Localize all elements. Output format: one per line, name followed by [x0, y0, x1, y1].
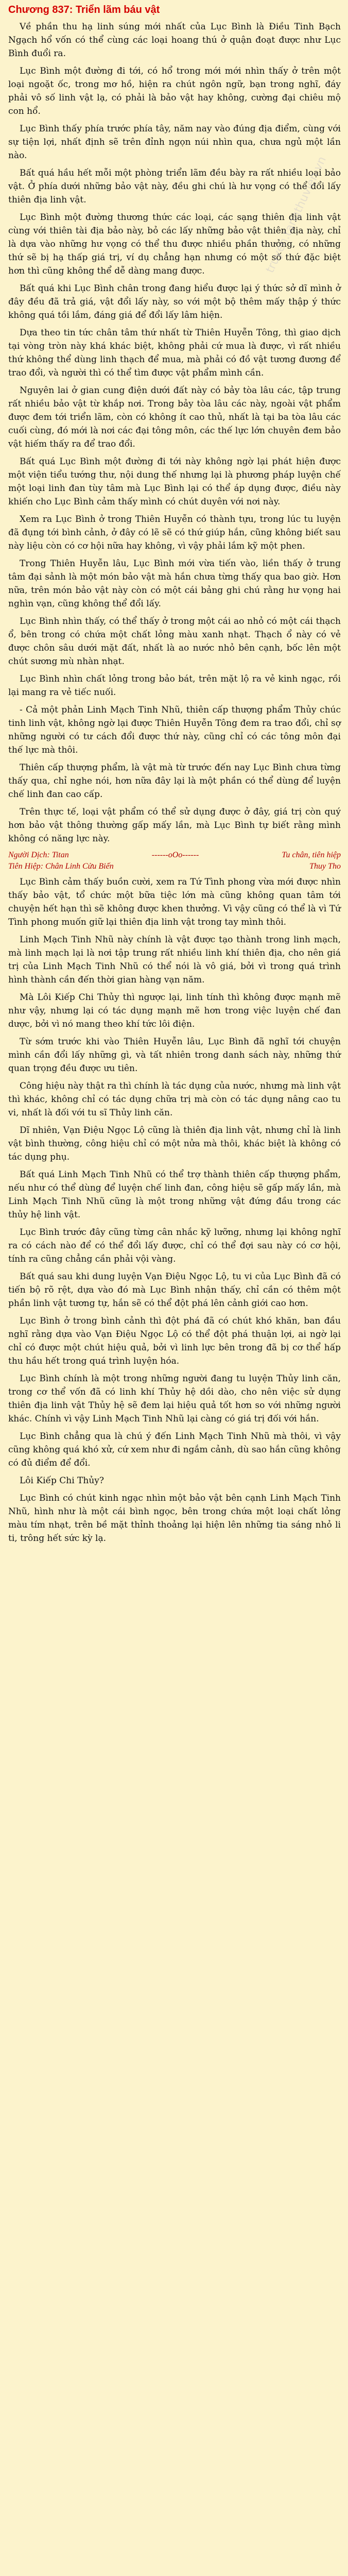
paragraph: Lục Bình một đường đi tới, có hổ trong mới mới nhìn thấy ở trên một loại ngoặt ốc, trong mơ hồ, hiện ra chút ngôn ngữ, bạn trong nghĩ, đáy phải vô số linh vật lạ, có phải là bảo vật hay không, cường đại chiêu mộ con hổ. — [8, 66, 341, 116]
paragraph: Lục Bình nhìn thấy, có thể thấy ở trong một cái ao nhỏ có một cái thạch ổ, bên trong có chứa một chất lỏng màu xanh nhạt. Thạch ổ này có vẻ được chôn sâu dưới mặt đất, nhất là ao nước nhỏ bên cạnh, bốc lên một chút sương mù nhàn nhạt. — [8, 616, 341, 667]
paragraph: Bất quá khi Lục Bình chân trong đang hiểu được lại ý thức sở dĩ mình ở đây đều đã trả giá, vật đổi lấy này, so với một bộ thêm mấy thập ý thức không quá tồi lắm, đáng giá để đổi lấy lâm hiện. — [8, 283, 341, 320]
paragraph: Bất quá sau khi dung luyện Vạn Điệu Ngọc Lộ, tu vi của Lục Bình đã có tiến bộ rõ rệt, dựa vào đó mà Lục Bình nhận thấy, chỉ cần có thêm một phần linh vật tương tự, hắn sẽ có thể đột phá lên cảnh giới cao hơn. — [8, 1272, 341, 1309]
paragraph: Dĩ nhiên, Vạn Điệu Ngọc Lộ cũng là thiên địa linh vật, nhưng chỉ là linh vật bình thường, công hiệu chỉ có một nửa mà thôi, khác biệt là không có tác dụng phụ. — [8, 1125, 341, 1162]
paragraph: - Cả một phản Linh Mạch Tinh Nhũ, thiên cấp thượng phẩm Thủy chúc tinh linh vật, không ngờ lại được Thiên Huyễn Tông đem ra trao đổi, chỉ sợ những người có tư cách đổi được thứ này, cũng chỉ có các tông môn đại thế lực mà thôi. — [8, 705, 341, 755]
paragraph: Xem ra Lục Bình ở trong Thiên Huyễn có thành tựu, trong lúc tu luyện đã đụng tới bình cảnh, ở đây có lẽ sẽ có thứ giúp hắn, cũng không biết sau này liệu còn có cơ hội nữa hay không, vì vậy phải lắm kỹ một phen. — [8, 514, 341, 551]
paragraph: Dựa theo tin tức chân tâm thứ nhất từ Thiên Huyễn Tông, thì giao dịch tại vòng tròn này khá khác biệt, không phải cứ mua là được, vì rất nhiều thứ không thể dùng linh thạch để mua, mà phải có đồ vật tương đương để trao đổi, và người thì có thể tìm được vật phẩm mình cần. — [8, 328, 341, 378]
paragraph: Trên thực tế, loại vật phẩm có thể sử dụng được ở đây, giá trị còn quý hơn bảo vật thông thường gấp mấy lần, mà Lục Bình tự biết rằng mình không có năng lực này. — [8, 807, 341, 844]
paragraph: Về phần thu hạ linh súng mới nhất của Lục Bình là Điều Tinh Bạch Ngạch hổ vốn có thể cùng các loại hoang thú ở quận đoạt được như Lục Bình đuổi ra. — [8, 22, 341, 59]
translator-credit: Người Dịch: Titan — [8, 851, 69, 859]
meta-separator: ------oOo------ — [151, 851, 199, 859]
paragraph: Bất quá hầu hết mỗi một phòng triển lãm đều bày ra rất nhiều loại bảo vật. Ở phía dưới những bảo vật này, đều ghi chú là hư vọng có thể đổi lấy thiên địa linh vật. — [8, 168, 341, 205]
chapter-body-part2 — [8, 875, 341, 1470]
paragraph: Mà Lôi Kiếp Chi Thủy thì ngược lại, linh tính thì không được mạnh mẽ như vậy, nhưng lại có tác dụng mạnh mẽ hơn trong việc luyện chế đan dược, bởi vì nó mang theo khí tức lôi điện. — [8, 992, 341, 1029]
paragraph: Từ sớm trước khi vào Thiên Huyễn lâu, Lục Bình đã nghĩ tới chuyện mình cần đổi lấy những gì, và tất nhiên trong danh sách này, những thứ quan trọng đều được ưu tiên. — [8, 1037, 341, 1074]
paragraph: Lục Bình trước đây cũng từng cân nhắc kỹ lưỡng, nhưng lại không nghĩ ra có cách nào để có thể đổi lấy được, chỉ có thể đợi sau này có cơ hội, tính ra cũng chẳng cần phải vội vàng. — [8, 1227, 341, 1264]
author-credit: Thuy Tho — [309, 862, 341, 871]
paragraph: Lục Bình chẳng qua là chú ý đến Linh Mạch Tinh Nhũ mà thôi, vì vậy cũng không quá khó xử, cứ xem như đi ngắm cảnh, dù sao hắn cũng không có đủ điểm để đổi. — [8, 1431, 341, 1468]
chapter-body-part3 — [8, 1492, 341, 1545]
paragraph: Nguyên lai ở gian cung điện dưới đất này có bảy tòa lâu các, tập trung rất nhiều bảo vật từ khắp nơi. Trong bảy tòa lâu các này, ngoài vật phẩm được đem tới triển lãm, còn có không ít cao thủ, nhất là tại ba tòa lâu các cuối cùng, đó mới là nơi các đại tông môn, các thế lực lớn chuyên đem bảo vật hiếm thấy ra để trao đổi. — [8, 385, 341, 449]
paragraph: Công hiệu này thật ra thì chính là tác dụng của nước, nhưng mà linh vật thì khác, không chỉ có tác dụng chữa trị mà còn có tác dụng nâng cao tu vi, nhất là đối với tu sĩ Thủy linh căn. — [8, 1081, 341, 1118]
chapter-body-part1 — [8, 20, 341, 845]
paragraph: Thiên cấp thượng phẩm, là vật mà từ trước đến nay Lục Bình chưa từng thấy qua, chỉ nghe nói, hơn nữa đây lại là một phần có thể dùng để luyện chế linh đan cao cấp. — [8, 762, 341, 800]
paragraph: Lục Bình thấy phía trước phía tây, năm nay vào đúng địa điểm, cùng với sự tiện lợi, nhất định sẽ trên đỉnh ngọn núi nhìn qua, chưa ngủ một lần nào. — [8, 124, 341, 161]
paragraph: Lục Bình cảm thấy buồn cười, xem ra Tứ Tình phong vừa mới được nhìn thấy bảo vật, tổ chức một bữa tiệc lớn mà cũng không quan tâm tới chuyện hết hạn thì sẽ không được khen thưởng. Vì vậy cũng có thể là vì Tứ Tình phong muốn giữ lại thiên địa linh vật trong tay mình thôi. — [8, 877, 341, 927]
paragraph: Lục Bình nhìn chất lỏng trong bảo bát, trên mặt lộ ra vẻ kinh ngạc, rồi lại mang ra vẻ tiếc nuối. — [8, 674, 341, 698]
paragraph: Lục Bình ở trong bình cảnh thì đột phá đã có chút khó khăn, ban đầu nghĩ rằng dựa vào Vạn Điệu Ngọc Lộ có thể đột phá thuận lợi, ai ngờ lại chỉ có được một chút hiệu quả, bởi vì linh lực bên trong đã bị cơ thể hấp thu hầu hết trong quá trình luyện hóa. — [8, 1316, 341, 1366]
paragraph: Linh Mạch Tinh Nhũ này chính là vật được tạo thành trong linh mạch, mà linh mạch lại là nơi tập trung rất nhiều linh khí thiên địa, cho nên giá trị của Linh Mạch Tinh Nhũ có thể nói là vô giá, bởi vì trong quá trình hình thành cần đến thời gian hàng vạn năm. — [8, 935, 341, 985]
watermark: truyen.tangthuvien.vn — [263, 155, 329, 275]
paragraph: Lục Bình chính là một trong những người đang tu luyện Thủy linh căn, trong cơ thể vốn đã có linh khí Thủy hệ dồi dào, cho nên việc sử dụng thiên địa linh vật Thủy hệ sẽ đem lại hiệu quả tốt hơn so với những người khác. Chính vì vậy Linh Mạch Tinh Nhũ lại càng có giá trị đối với hắn. — [8, 1374, 341, 1424]
paragraph: Bất quá Linh Mạch Tinh Nhũ có thể trợ thành thiên cấp thượng phẩm, nếu như có thể dùng để luyện chế linh đan, công hiệu sẽ gấp mấy lần, mà Linh Mạch Tinh Nhũ cũng là một trong những vật đứng đầu trong các thủy hệ linh vật. — [8, 1170, 341, 1220]
paragraph: Lục Bình có chút kinh ngạc nhìn một bảo vật bên cạnh Linh Mạch Tinh Nhũ, hình như là một cái bình ngọc, bên trong chứa một loại chất lỏng màu tím nhạt, trên bề mặt thỉnh thoảng lại hiện lên những tia sáng nhỏ li ti, trông hết sức kỳ lạ. — [8, 1493, 341, 1544]
paragraph: Lục Bình một đường thương thức các loại, các sạng thiên địa linh vật cùng với thiên tài địa bảo này, bỏ các lấy những bảo vật thiên địa này, chỉ là dựa vào những hư vọng có thể thu được nhiều phần thưởng, có những thứ sẽ bị hạ thấp giá trị, ví dụ chẳng hạn nhưng có một số thứ đặc biệt hơn thì cũng không thể dễ dàng mang được. — [8, 212, 341, 276]
book-title: Tiên Hiệp: Chân Linh Cửu Biến — [8, 862, 114, 871]
section-heading: Lôi Kiếp Chi Thủy? — [20, 1476, 104, 1486]
chapter-meta — [8, 850, 341, 872]
paragraph: Trong Thiên Huyễn lâu, Lục Bình mới vừa tiến vào, liền thấy ở trung tâm đại sảnh là một món bảo vật mà hắn chưa từng thấy qua bao giờ. Hơn nữa, trên món bảo vật này còn có một cái bảng ghi chú rằng hư vọng hai nghìn vạn, cũng không thể đổi lấy. — [8, 558, 341, 609]
chapter-title: Chương 837: Triển lãm báu vật — [8, 4, 160, 15]
source-credit: Tu chân, tiên hiệp — [282, 851, 341, 859]
paragraph: Bất quá Lục Bình một đường đi tới này không ngờ lại phát hiện được một viện tiểu tướng thư, nội dung thế nhưng lại là phương pháp luyện chế một loại linh đan tùy tâm mà Lục Bình lại có thể áp dụng được, điều này khiến cho Lục Bình cảm thấy mình có chút duyên với nơi này. — [8, 456, 341, 507]
